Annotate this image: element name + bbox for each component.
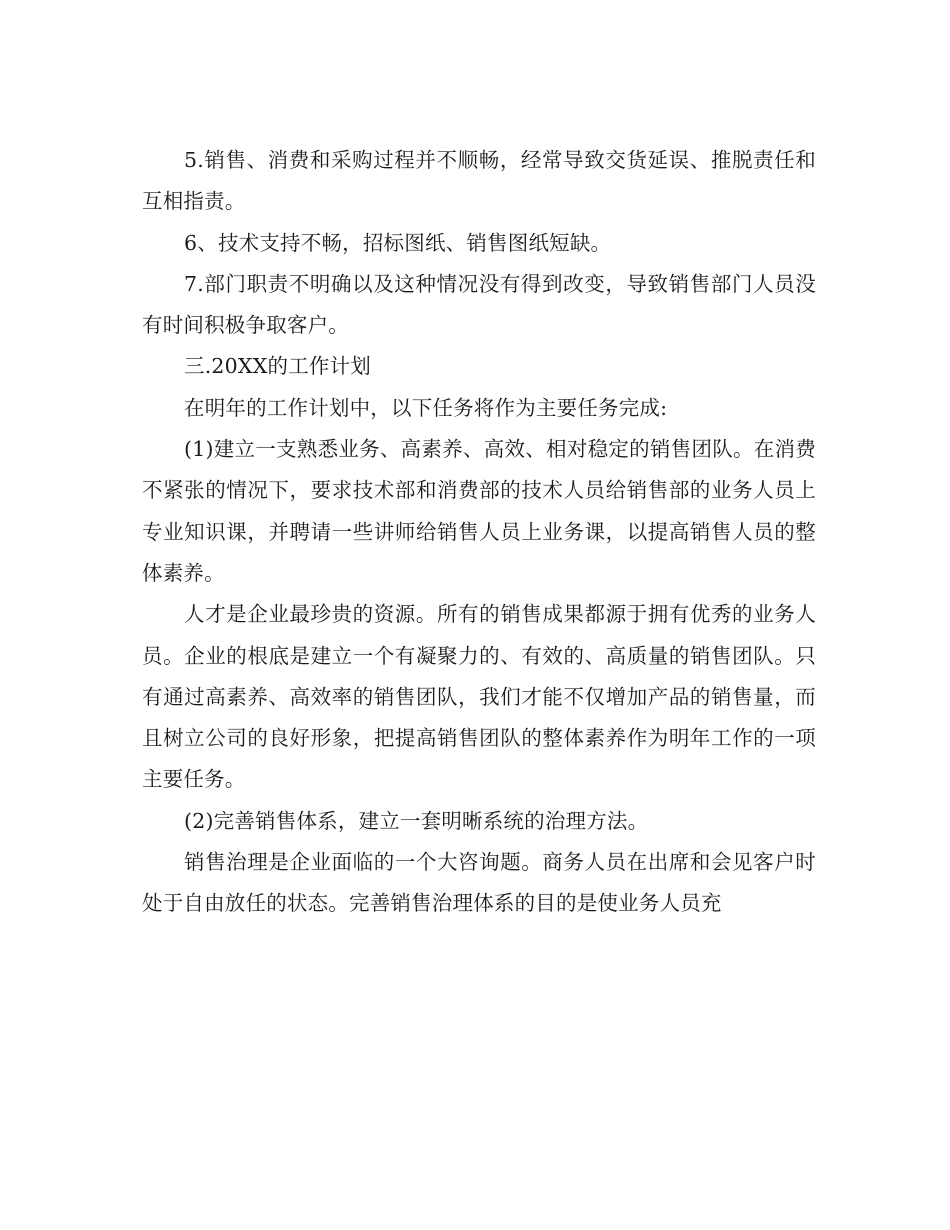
paragraph-sales-management: 销售治理是企业面临的一个大咨询题。商务人员在出席和会见客户时处于自由放任的状态。完善销售治理体系的目的是使业务人员充 <box>142 850 816 916</box>
paragraph-issue-7: 7.部门职责不明确以及这种情况没有得到改变，导致销售部门人员没有时间积极争取客户。 <box>142 271 816 338</box>
paragraph-plan-intro: 在明年的工作计划中，以下任务将作为主要任务完成: <box>184 395 668 420</box>
paragraph-talent: 人才是企业最珍贵的资源。所有的销售成果都源于拥有优秀的业务人员。企业的根底是建立一个有凝聚力的、有效的、高质量的销售团队。只有通过高素养、高效率的销售团队，我们才能不仅增加产品的销售量，而且树立公司的良好形象，把提高销售团队的整体素养作为明年工作的一项主要任务。 <box>142 602 816 792</box>
paragraph-issue-6: 6、技术支持不畅，招标图纸、销售图纸短缺。 <box>184 230 612 255</box>
paragraph-plan-item-1: (1)建立一支熟悉业务、高素养、高效、相对稳定的销售团队。在消费不紧张的情况下，要求技术部和消费部的技术人员给销售部的业务人员上专业知识课，并聘请一些讲师给销售人员上业务课，以提高销售人员的整体素养。 <box>142 437 816 585</box>
section-heading-work-plan: 三.20XX的工作计划 <box>184 354 371 379</box>
paragraph-issue-5: 5.销售、消费和采购过程并不顺畅，经常导致交货延误、推脱责任和互相指责。 <box>142 148 816 214</box>
paragraph-plan-item-2: (2)完善销售体系，建立一套明晰系统的治理方法。 <box>184 808 649 833</box>
